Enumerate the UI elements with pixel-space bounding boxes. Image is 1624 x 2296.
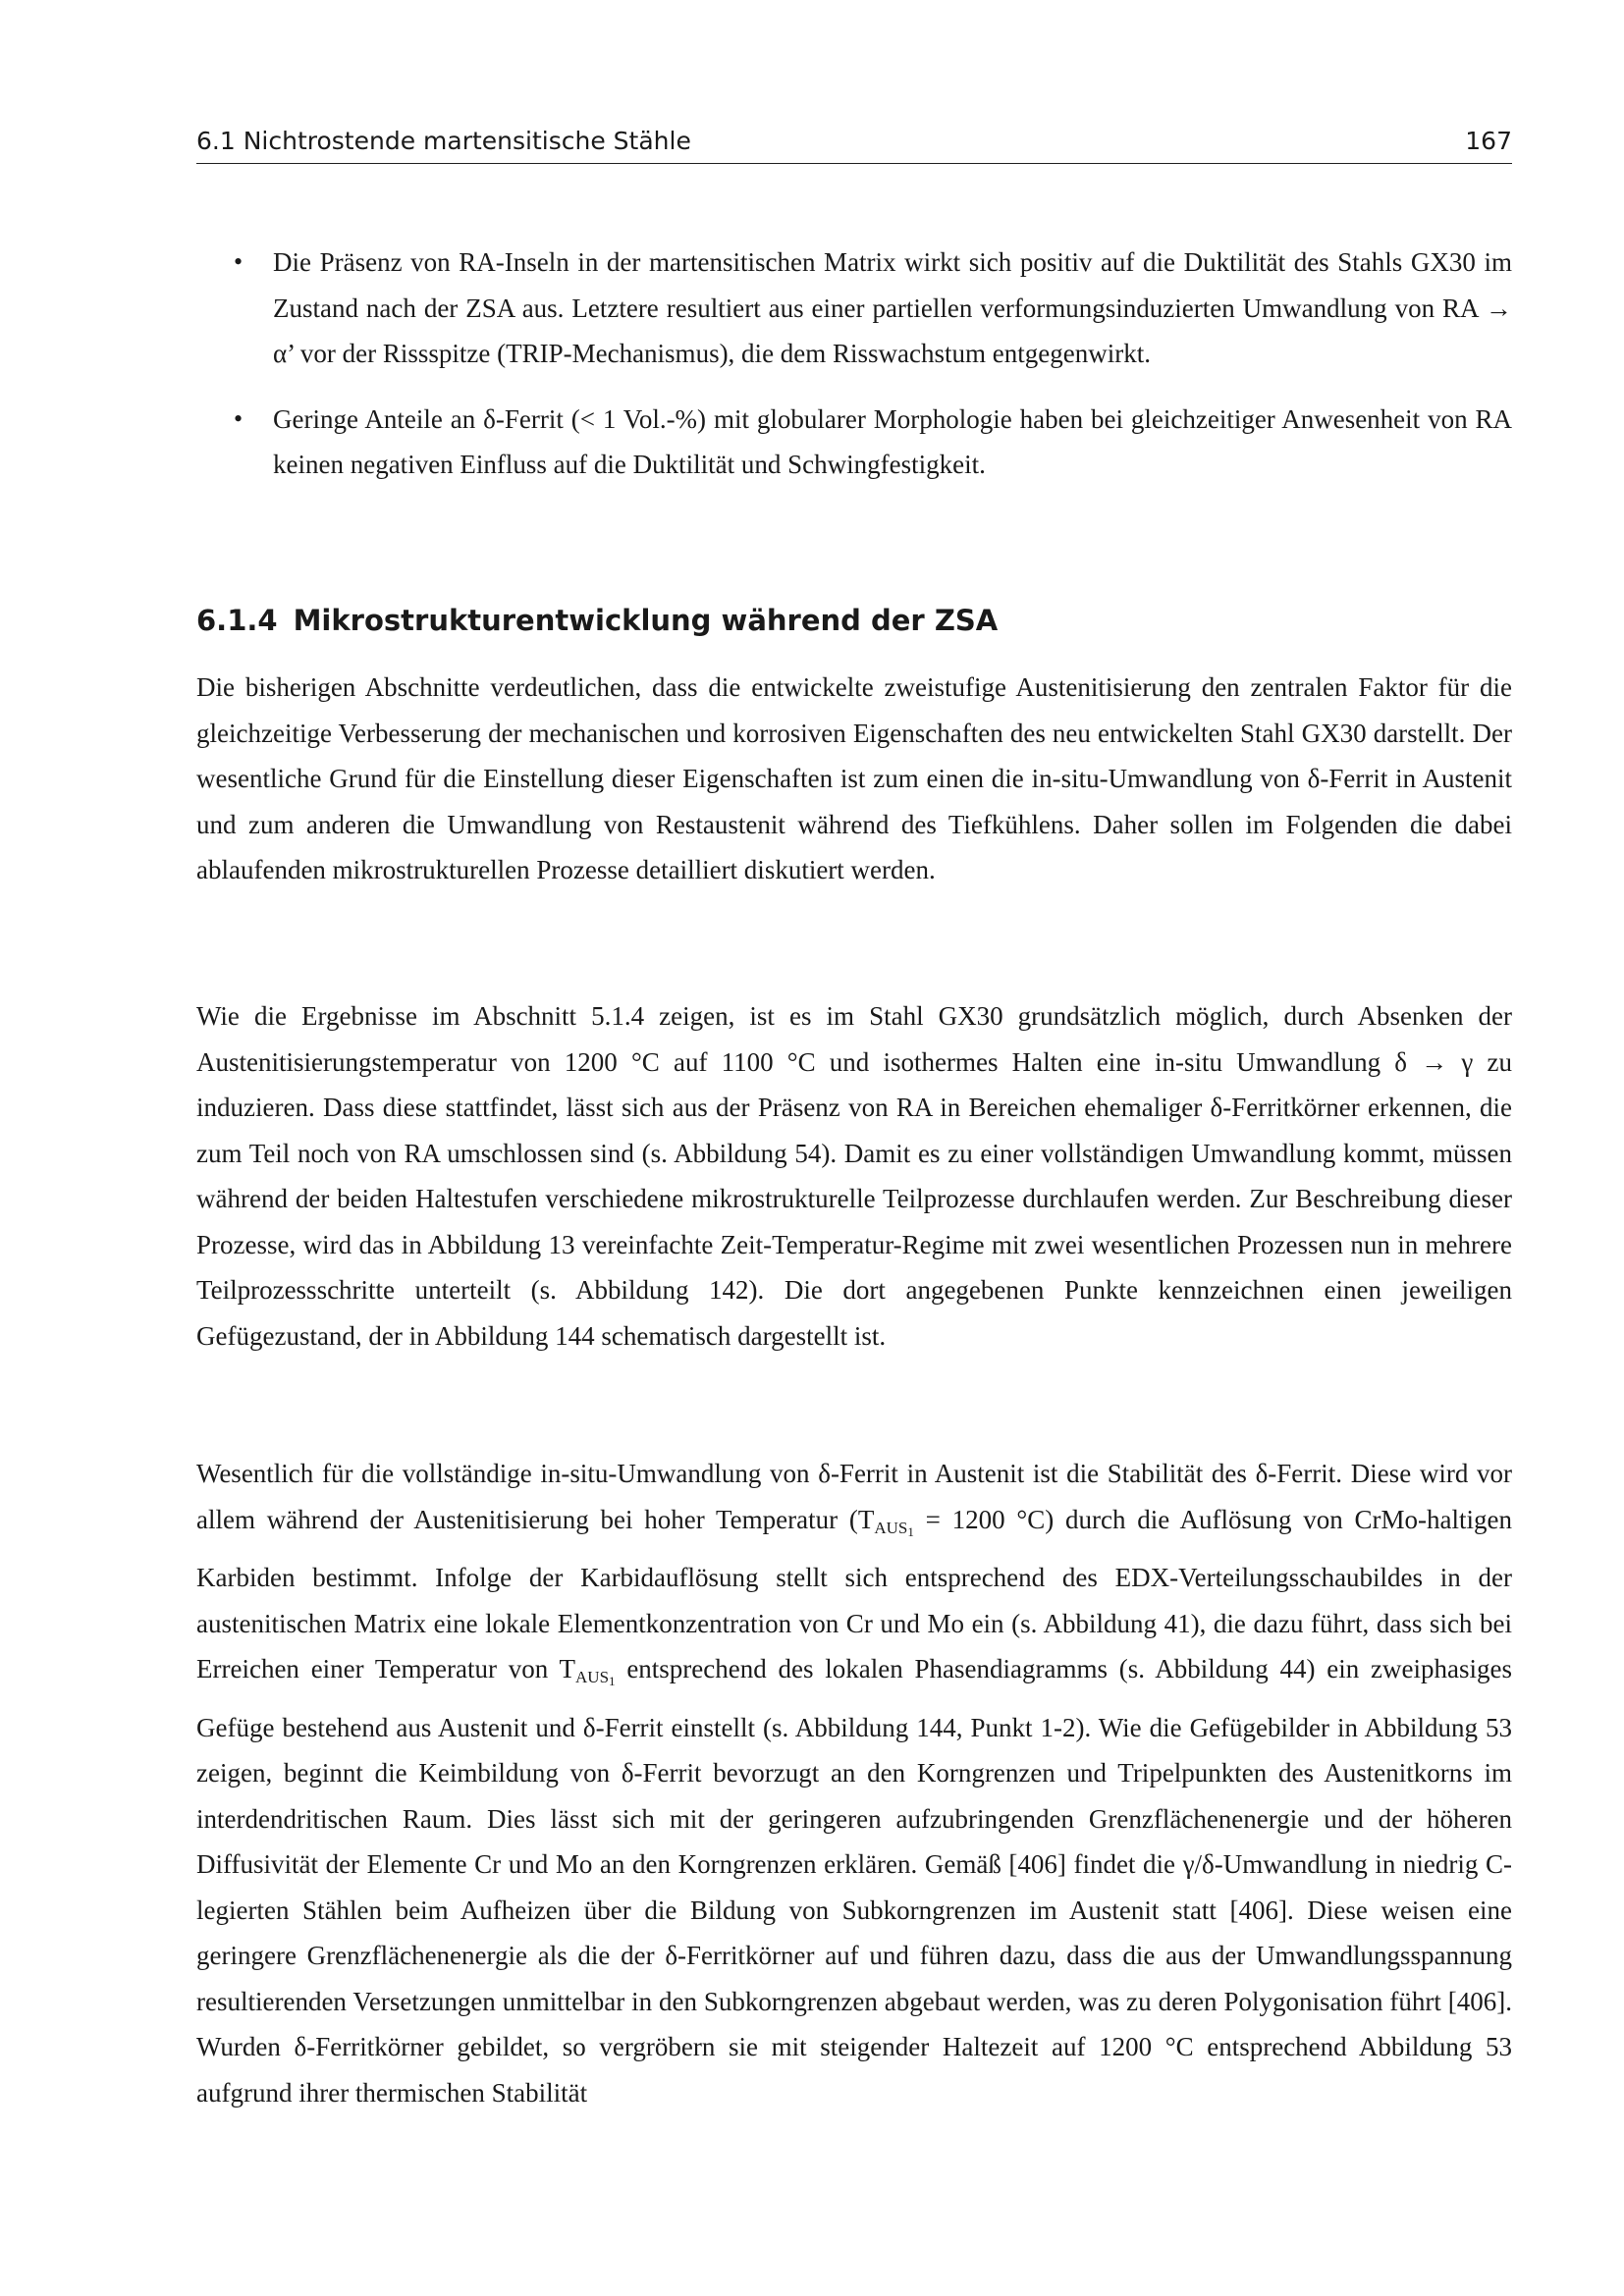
paragraph-text: entsprechend des lokalen Phasendiagramms (s. Abbildung 44) ein zweiphasiges Gefüge bestehend aus Austenit und δ-Ferrit einstellt (s. Abbildung 144, Punkt 1-2). Wie die Gefügebilder in Abbildung 53 zeigen, beginnt die Keimbildung von δ-Ferrit bevorzugt an den Korngrenzen und Tripelpunkten des Austenitkorns im interdendritischen Raum. Dies lässt sich mit der geringeren aufzubringenden Grenzflächenenergie und der höheren Diffusivität der Elemente Cr und Mo an den Korngrenzen erklären. Gemäß [406] findet die γ/δ-Umwandlung in niedrig C-legierten Stählen beim Aufheizen über die Bildung von Subkorngrenzen im Austenit statt [406]. Diese weisen eine geringere Grenzflächenenergie als die der δ-Ferritkörner auf und führen dazu, dass die aus der Umwandlungsspannung resultierenden Versetzungen unmittelbar in den Subkorngrenzen abgebaut werden, was zu deren Polygonisation führt [406]. Wurden δ-Ferritkörner gebildet, so vergröbern sie mit steigender Haltezeit auf 1200 °C entsprechend Abbildung 53 aufgrund ihrer thermischen Stabilität — [196, 1654, 1512, 2108]
paragraph-discussion — [196, 1451, 1512, 2115]
bullet-icon: • — [234, 403, 244, 433]
subscript-text: AUS — [575, 1668, 610, 1686]
paragraph-text: Wesentlich für die vollständige in-situ-Umwandlung von δ-Ferrit in Austenit ist die Stabilität des δ-Ferrit. Diese wird vor allem während der Austenitisierung bei hoher Temperatur (T — [196, 1459, 1512, 1534]
subscript-aus — [575, 1668, 616, 1686]
bullet-item — [196, 397, 1512, 488]
subscript-aus — [874, 1519, 914, 1537]
subscript-index: 1 — [609, 1674, 616, 1688]
bullet-text: Die Präsenz von RA-Inseln in der martensitischen Matrix wirkt sich positiv auf die Duktilität des Stahls GX30 im Zustand nach der ZSA aus. Letztere resultiert aus einer partiellen verformungsinduzierten Umwandlung von RA → α’ vor der Rissspitze (TRIP-Mechanismus), die dem Risswachstum entgegenwirkt. — [273, 247, 1512, 368]
subscript-text: AUS — [874, 1518, 908, 1537]
paragraph-results: Wie die Ergebnisse im Abschnitt 5.1.4 zeigen, ist es im Stahl GX30 grundsätzlich möglich, durch Absenken der Austenitisierungstemperatur von 1200 °C auf 1100 °C und isothermes Halten eine in-situ Umwandlung δ → γ zu induzieren. Dass diese stattfindet, lässt sich aus der Präsenz von RA in Bereichen ehemaliger δ-Ferritkörner erkennen, die zum Teil noch von RA umschlossen sind (s. Abbildung 54). Damit es zu einer vollständigen Umwandlung kommt, müssen während der beiden Haltestufen verschiedene mikrostrukturelle Teilprozesse durchlaufen werden. Zur Beschreibung dieser Prozesse, wird das in Abbildung 13 vereinfachte Zeit-Temperatur-Regime mit zwei wesentlichen Prozessen nun in mehrere Teilprozessschritte unterteilt (s. Abbildung 142). Die dort angegebenen Punkte kennzeichnen einen jeweiligen Gefügezustand, der in Abbildung 144 schematisch dargestellt ist. — [196, 1001, 1512, 1351]
bullet-icon: • — [234, 247, 244, 276]
paragraph-intro: Die bisherigen Abschnitte verdeutlichen, dass die entwickelte zweistufige Austenitisierung den zentralen Faktor für die gleichzeitige Verbesserung der mechanischen und korrosiven Eigenschaften des neu entwickelten Stahl GX30 darstellt. Der wesentliche Grund für die Einstellung dieser Eigenschaften ist zum einen die in-situ-Umwandlung von δ-Ferrit in Austenit und zum anderen die Umwandlung von Restaustenit während des Tiefkühlens. Daher sollen im Folgenden die dabei ablaufenden mikrostrukturellen Prozesse detailliert diskutiert werden. — [196, 672, 1512, 884]
subscript-index: 1 — [907, 1523, 914, 1539]
bullet-text: Geringe Anteile an δ-Ferrit (< 1 Vol.-%) mit globularer Morphologie haben bei gleichzeitiger Anwesenheit von RA keinen negativen Einfluss auf die Duktilität und Schwingfestigkeit. — [273, 403, 1512, 479]
section-heading — [196, 601, 1512, 640]
paragraph-text: = 1200 °C) durch die Auflösung von CrMo-haltigen Karbiden bestimmt. Infolge der Karbidauflösung stellt sich entsprechend des EDX-Verteilungsschaubildes in der austenitischen Matrix eine lokale Elementkonzentration von Cr und Mo ein (s. Abbildung 41), die dazu führt, dass sich bei Erreichen einer Temperatur von T — [196, 1504, 1512, 1683]
running-header — [196, 126, 1512, 164]
section-number: 6.1.4 — [196, 604, 278, 637]
bullet-item — [196, 240, 1512, 377]
bullet-list — [196, 240, 1512, 507]
section-title: Mikrostrukturentwicklung während der ZSA — [293, 604, 999, 637]
header-section-title: 6.1 Nichtrostende martensitische Stähle — [196, 127, 691, 155]
header-page-number: 167 — [1465, 127, 1512, 155]
